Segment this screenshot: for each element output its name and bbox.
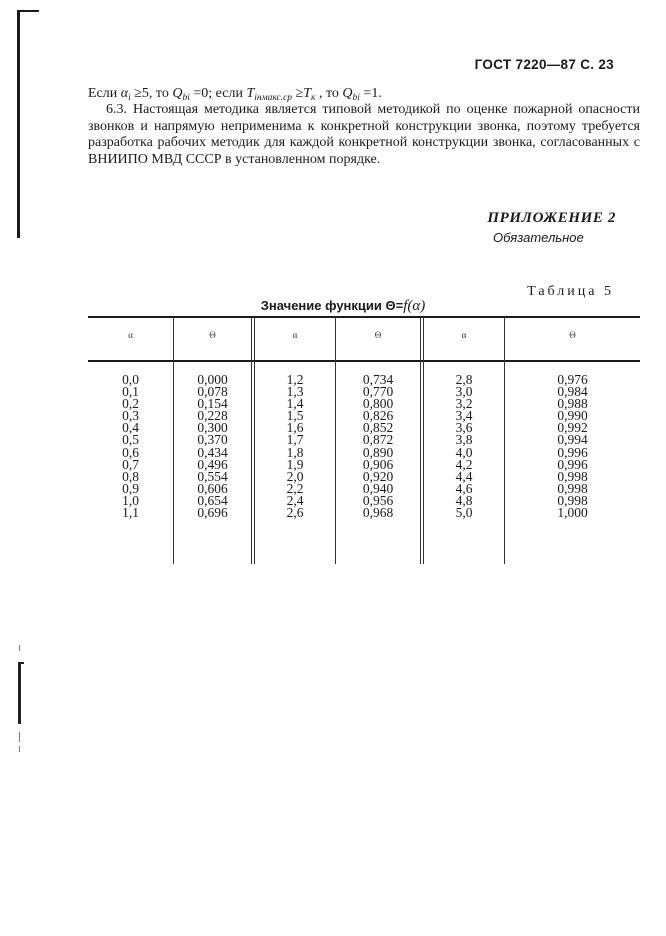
cell: 0,890 xyxy=(362,444,394,460)
subscript: bi xyxy=(182,93,190,103)
cell: 0,0 xyxy=(122,372,139,387)
cell: 0,988 xyxy=(557,396,588,412)
cell: 1,8 xyxy=(286,444,304,460)
margin-dash xyxy=(19,645,20,651)
cell: 1,6 xyxy=(286,420,304,436)
cell: 0,5 xyxy=(122,432,139,448)
header-theta: Θ xyxy=(209,330,216,340)
appendix-title: ПРИЛОЖЕНИЕ 2 xyxy=(487,210,616,226)
cell: 0,906 xyxy=(362,456,394,472)
cell: 0,968 xyxy=(362,505,394,521)
cell: 0,078 xyxy=(197,384,228,400)
cell: 0,998 xyxy=(557,480,588,496)
cell: 4,0 xyxy=(455,444,473,460)
cell: 0,2 xyxy=(122,396,139,412)
margin-bar-bottom-cap xyxy=(18,662,24,664)
margin-dash xyxy=(19,746,20,752)
cell: 0,300 xyxy=(197,420,228,436)
cell: 0,826 xyxy=(362,408,394,424)
table-title-func: f(α) xyxy=(403,298,426,314)
cell: 0,852 xyxy=(362,420,394,436)
column-divider-double xyxy=(420,317,421,564)
cell: 0,770 xyxy=(362,384,394,400)
cell: 1,3 xyxy=(286,384,304,400)
cell: 2,0 xyxy=(286,468,304,484)
cell: 1,2 xyxy=(286,372,304,387)
cell: 0,1 xyxy=(122,384,139,400)
cell: 1,0 xyxy=(122,492,139,508)
cell: 0,956 xyxy=(362,492,394,508)
margin-bar-top xyxy=(17,10,20,238)
table-top-rule xyxy=(88,316,640,318)
column-theta-3 xyxy=(505,374,640,519)
cell: 0,370 xyxy=(197,432,228,448)
cell: 4,8 xyxy=(455,492,473,508)
cell: 3,0 xyxy=(455,384,473,400)
column-divider-double xyxy=(251,317,252,564)
cell: 0,872 xyxy=(362,432,394,448)
cell: 0,6 xyxy=(122,444,139,460)
column-theta-2 xyxy=(336,374,420,519)
margin-bar-bottom xyxy=(18,662,21,724)
cell: 0,734 xyxy=(362,372,394,387)
column-alpha-1 xyxy=(88,374,173,519)
text: Если xyxy=(88,86,121,101)
cell: 3,6 xyxy=(455,420,473,436)
header-theta: Θ xyxy=(569,330,576,340)
q-symbol: Q xyxy=(342,86,353,101)
alpha-symbol: α xyxy=(120,86,129,101)
subscript: bi xyxy=(352,93,360,103)
cell: 0,994 xyxy=(557,432,588,448)
cell: 0,554 xyxy=(197,468,228,484)
cell: 0,7 xyxy=(122,456,139,472)
text: =1. xyxy=(359,86,382,101)
cell: 0,976 xyxy=(557,372,588,387)
cell: 0,000 xyxy=(197,372,228,387)
cell: 1,000 xyxy=(557,505,588,521)
cell: 2,6 xyxy=(286,505,304,521)
text: , то xyxy=(315,86,343,101)
cell: 2,2 xyxy=(286,480,304,496)
cell: 2,8 xyxy=(455,372,473,387)
cell: 0,940 xyxy=(362,480,394,496)
header-alpha: α xyxy=(461,330,467,340)
q-symbol: Q xyxy=(172,86,183,101)
cell: 0,228 xyxy=(197,408,228,424)
cell: 1,1 xyxy=(122,505,139,521)
margin-dash xyxy=(19,732,20,742)
cell: 0,984 xyxy=(557,384,588,400)
data-table xyxy=(88,316,640,564)
text: =0; если xyxy=(189,86,247,101)
cell: 0,800 xyxy=(362,396,394,412)
cell: 0,998 xyxy=(557,468,588,484)
cell: 0,606 xyxy=(197,480,228,496)
cell: 1,9 xyxy=(286,456,304,472)
cell: 1,4 xyxy=(286,396,304,412)
cell: 0,154 xyxy=(197,396,228,412)
cell: 0,996 xyxy=(557,444,588,460)
cell: 4,2 xyxy=(455,456,473,472)
subscript: i xyxy=(128,93,131,103)
column-alpha-3 xyxy=(424,374,504,519)
cell: 0,996 xyxy=(557,456,588,472)
cell: 0,4 xyxy=(122,420,139,436)
header-theta: Θ xyxy=(374,330,382,340)
paragraph-6-3 xyxy=(88,102,640,168)
t-symbol: T xyxy=(246,86,255,101)
cell: 0,998 xyxy=(557,492,588,508)
margin-bar-top-cap xyxy=(17,10,39,12)
column-theta-1 xyxy=(174,374,251,519)
subscript: к xyxy=(311,93,316,103)
appendix-subtitle: Обязательное xyxy=(493,230,584,245)
cell: 0,654 xyxy=(197,492,228,508)
cell: 3,2 xyxy=(455,396,473,412)
cell: 0,8 xyxy=(122,468,139,484)
table-title-text: Значение функции Θ= xyxy=(260,298,404,313)
cell: 0,992 xyxy=(557,420,588,436)
paragraph-text: 6.3. Настоящая методика является типовой методикой по оценке пожарной опасности звонков и напрямую неприменима к конкретной конструкции звонка, поэтому требуется разработка рабочих методик для каждой конкретной конструкции звонка, согласованных с ВНИИПО МВД СССР в установленном порядке. xyxy=(88,102,640,167)
t-symbol: T xyxy=(303,86,312,101)
table-title xyxy=(0,298,666,315)
table-header-rule xyxy=(88,360,640,362)
text: ≥5, то xyxy=(130,86,173,101)
cell: 0,3 xyxy=(122,408,139,424)
column-alpha-2 xyxy=(255,374,335,519)
header-alpha: α xyxy=(128,330,133,340)
cell: 0,990 xyxy=(557,408,588,424)
table-label: Таблица 5 xyxy=(527,284,614,299)
cell: 3,8 xyxy=(455,432,473,448)
cell: 0,920 xyxy=(362,468,394,484)
cell: 1,7 xyxy=(286,432,304,448)
cell: 0,9 xyxy=(122,480,139,496)
running-head: ГОСТ 7220—87 С. 23 xyxy=(474,57,614,72)
cell: 5,0 xyxy=(455,505,473,521)
cell: 0,696 xyxy=(197,505,228,521)
header-alpha: α xyxy=(292,330,298,340)
cell: 4,4 xyxy=(455,468,473,484)
cell: 2,4 xyxy=(286,492,304,508)
cell: 3,4 xyxy=(455,408,473,424)
cell: 0,434 xyxy=(197,444,228,460)
subscript: iнмакс.ср xyxy=(254,93,293,103)
cell: 4,6 xyxy=(455,480,473,496)
text: ≥ xyxy=(292,86,304,101)
cell: 0,496 xyxy=(197,456,228,472)
cell: 1,5 xyxy=(286,408,304,424)
